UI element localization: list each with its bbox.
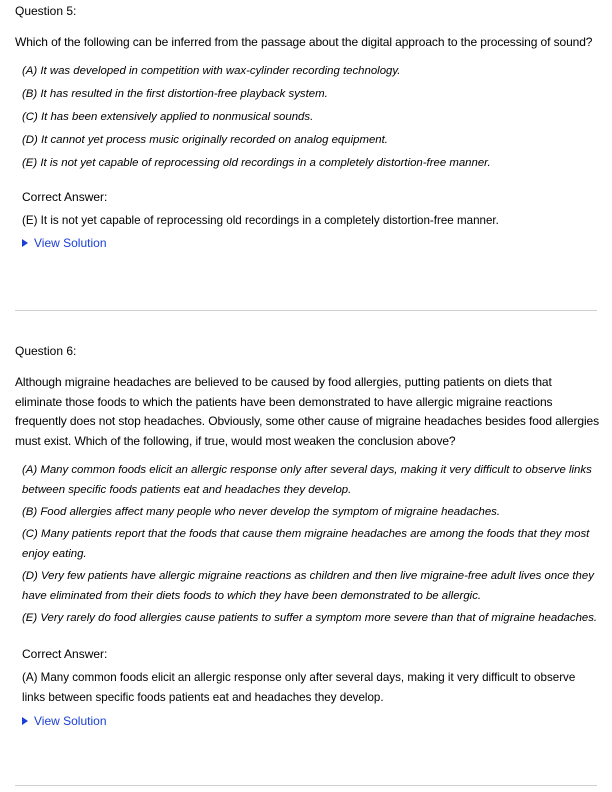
correct-answer-text: (A) Many common foods elicit an allergic response only after several days, making it very difficult to observe links between specific foods patients eat and headaches they develop. [22,671,576,704]
option-b: (B) It has resulted in the first distortion-free playback system. [22,87,328,100]
view-solution-label: View Solution [34,235,107,250]
correct-answer-label: Correct Answer: [22,189,108,204]
correct-answer-text: (E) It is not yet capable of reprocessing old recordings in a completely distortion-free manner. [22,213,499,227]
question-6 [15,343,599,730]
options-list [15,61,597,174]
expand-triangle-icon [22,717,28,725]
divider [15,310,597,311]
divider [15,785,597,786]
option-e: (E) Very rarely do food allergies cause patients to suffer a symptom more severe than that of migraine headaches. [22,612,598,624]
view-solution-link[interactable] [15,235,107,251]
option-c: (C) It has been extensively applied to nonmusical sounds. [22,110,314,123]
view-solution-link[interactable] [15,713,107,729]
option-d: (D) It cannot yet process music originally recorded on analog equipment. [22,133,388,146]
question-5 [15,0,597,252]
option-a: (A) It was developed in competition with wax-cylinder recording technology. [22,64,401,77]
option-e: (E) It is not yet capable of reprocessing old recordings in a completely distortion-free manner. [22,156,491,169]
option-c: (C) Many patients report that the foods that cause them migraine headaches are among the foods that they most enjoy eating. [22,528,590,560]
option-d: (D) Very few patients have allergic migraine reactions as children and then live migraine-free adult lives once they have eliminated from their diets foods to which they have been demonstrated to be allergic. [22,570,594,602]
question-stem: Which of the following can be inferred from the passage about the digital approach to the processing of sound? [15,35,593,49]
question-number: Question 5: [15,4,77,18]
options-list [15,460,599,628]
option-b: (B) Food allergies affect many people who never develop the symptom of migraine headaches. [22,506,501,518]
option-a: (A) Many common foods elicit an allergic response only after several days, making it very difficult to observe links between specific foods patients eat and headaches they develop. [22,464,592,496]
correct-answer-label: Correct Answer: [22,647,108,661]
view-solution-row [15,234,597,252]
question-number: Question 6: [15,344,77,358]
expand-triangle-icon [22,239,28,247]
view-solution-label: View Solution [34,714,107,728]
view-solution-row [15,712,599,730]
question-stem: Although migraine headaches are believed to be caused by food allergies, putting patients on diets that eliminate those foods to which the patients have been demonstrated to have allergic migraine reactions frequently does not stop headaches. Obviously, some other cause of migraine headaches besides food allergies must exist. Which of the following, if true, would most weaken the conclusion above? [15,375,600,448]
